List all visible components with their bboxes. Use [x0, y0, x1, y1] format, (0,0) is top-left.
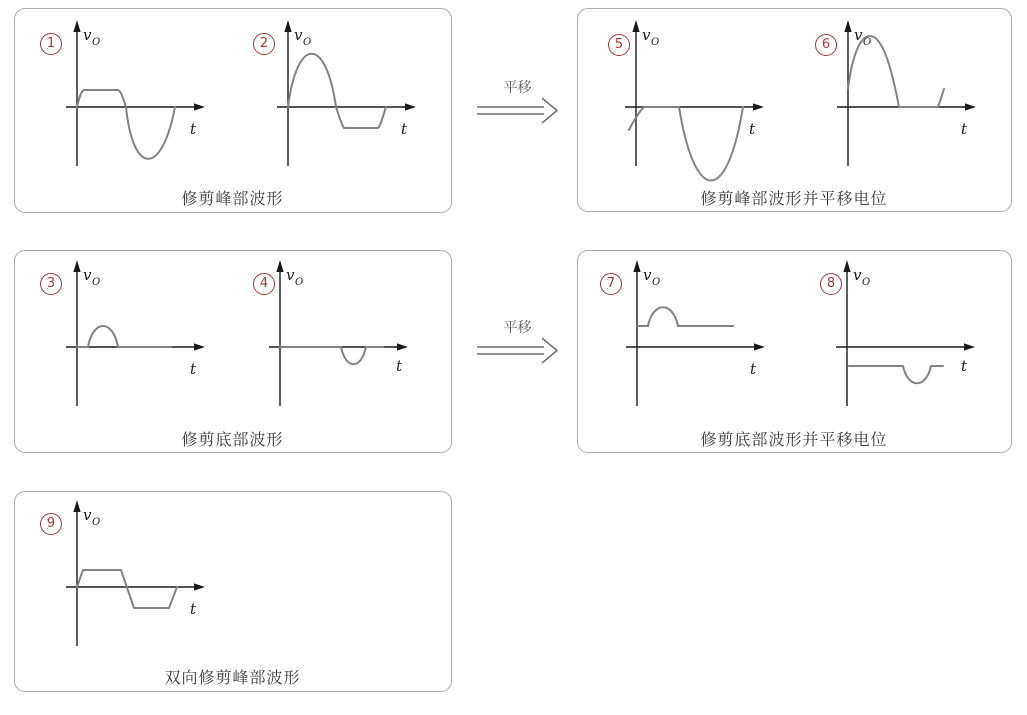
t-axis-arrow-icon: [964, 343, 975, 350]
v-axis-label-sub: O: [92, 277, 101, 288]
arrow-chevron: [542, 98, 557, 123]
t-axis-label: t: [190, 360, 197, 378]
t-axis-label: t: [961, 120, 968, 138]
plot-6-canvas: [786, 9, 986, 194]
t-axis-arrow-icon: [194, 343, 205, 350]
plot-6-number: 6: [815, 34, 837, 56]
v-axis-label-sub: O: [863, 37, 872, 48]
waveform-curve: [849, 366, 943, 383]
panel-bidirectional-clip: [14, 491, 452, 692]
v-axis-label-sub: O: [862, 277, 871, 288]
shift-arrow-icon: [475, 334, 560, 367]
t-axis-arrow-icon: [753, 103, 764, 110]
waveform-curve: [280, 347, 383, 364]
v-axis-label: v: [643, 266, 652, 284]
waveform-curve: [77, 326, 171, 347]
waveform-curve: [288, 54, 386, 128]
plot-5-number: 5: [608, 34, 630, 56]
panel-caption: 修剪峰部波形并平移电位: [700, 189, 888, 208]
waveform-curve: [77, 570, 177, 608]
panel-clip-peak-shifted: [577, 8, 1012, 212]
v-axis-arrow-icon: [633, 260, 640, 272]
panel-clip-peak: [14, 8, 452, 213]
t-axis-arrow-icon: [194, 103, 205, 110]
t-axis-label: t: [750, 360, 757, 378]
v-axis-arrow-icon: [843, 260, 850, 272]
shift-arrow-icon: [475, 94, 560, 127]
waveform-curve: [637, 307, 733, 326]
plot-5-canvas: [574, 9, 774, 194]
panel-caption: 修剪底部波形: [181, 430, 284, 449]
v-axis-label: v: [853, 266, 862, 284]
t-axis-label: t: [401, 120, 408, 138]
waveform-curve: [77, 90, 175, 159]
plot-1-number: 1: [40, 33, 62, 55]
t-axis-arrow-icon: [397, 343, 408, 350]
plot-7-number: 7: [600, 273, 622, 295]
plot-2-number: 2: [253, 33, 275, 55]
panel-caption: 修剪底部波形并平移电位: [700, 430, 888, 449]
v-axis-label-sub: O: [92, 37, 101, 48]
t-axis-label: t: [396, 357, 403, 375]
t-axis-label: t: [190, 120, 197, 138]
v-axis-label: v: [83, 506, 92, 524]
arrow-chevron: [542, 338, 557, 363]
v-axis-arrow-icon: [73, 260, 80, 272]
panel-clip-bottom: [14, 250, 452, 453]
plot-4-canvas: [218, 249, 418, 434]
plot-9-number: 9: [40, 513, 62, 535]
t-axis-arrow-icon: [965, 103, 976, 110]
t-axis-arrow-icon: [405, 103, 416, 110]
t-axis-label: t: [190, 600, 197, 618]
v-axis-label: v: [642, 26, 651, 44]
t-axis-label: t: [961, 357, 968, 375]
panel-caption: 双向修剪峰部波形: [164, 668, 301, 687]
v-axis-label: v: [854, 26, 863, 44]
v-axis-label: v: [83, 26, 92, 44]
v-axis-arrow-icon: [276, 260, 283, 272]
v-axis-label-sub: O: [651, 37, 660, 48]
plot-8-canvas: [785, 249, 985, 434]
v-axis-label-sub: O: [92, 517, 101, 528]
t-axis-arrow-icon: [754, 343, 765, 350]
plot-4-number: 4: [253, 273, 275, 295]
v-axis-label: v: [83, 266, 92, 284]
v-axis-label-sub: O: [652, 277, 661, 288]
t-axis-label: t: [749, 120, 756, 138]
v-axis-label: v: [294, 26, 303, 44]
v-axis-label: v: [286, 266, 295, 284]
shift-arrow-label: 平移: [503, 80, 532, 96]
panel-caption: 修剪峰部波形: [181, 189, 284, 208]
v-axis-label-sub: O: [303, 37, 312, 48]
v-axis-arrow-icon: [73, 20, 80, 32]
v-axis-arrow-icon: [844, 20, 851, 32]
plot-3-number: 3: [40, 273, 62, 295]
v-axis-arrow-icon: [73, 500, 80, 512]
shift-arrow-label: 平移: [503, 320, 532, 336]
v-axis-arrow-icon: [632, 20, 639, 32]
t-axis-arrow-icon: [194, 583, 205, 590]
panel-clip-bottom-shifted: [577, 250, 1012, 453]
waveform-curve: [629, 107, 743, 181]
v-axis-label-sub: O: [295, 277, 304, 288]
plot-8-number: 8: [820, 273, 842, 295]
v-axis-arrow-icon: [284, 20, 291, 32]
